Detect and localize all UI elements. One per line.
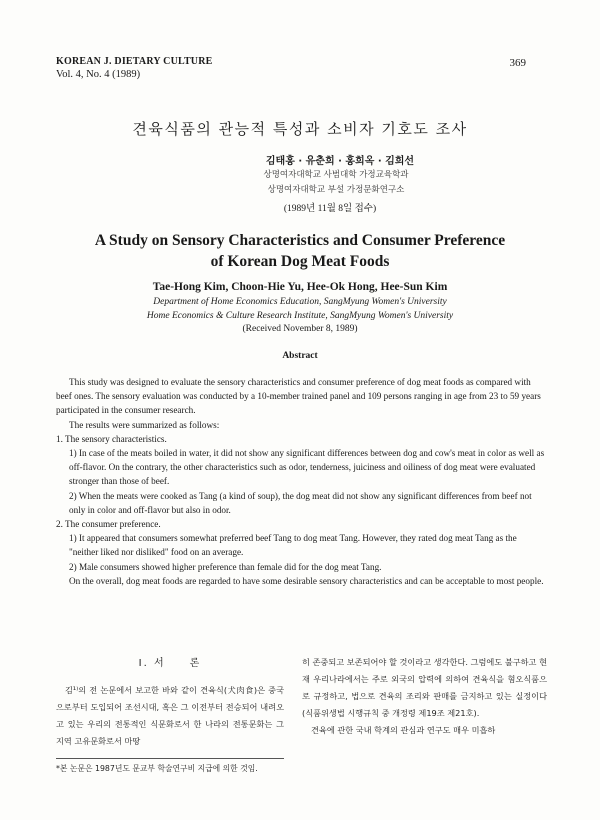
footnote-divider: [56, 758, 284, 759]
abstract-sub-item: 1) It appeared that consumers somewhat preferred beef Tang to dog meat Tang. However, they rated dog meat Tang as the "neither liked nor disliked" food on an average.: [69, 533, 517, 558]
abstract-paragraph: The results were summarized as follows:: [69, 419, 220, 430]
body-right-column: [302, 654, 547, 739]
section-heading: I. 서 론: [138, 658, 202, 669]
korean-received-date: (1989년 11월 8일 접수): [283, 204, 377, 214]
english-affiliation-2: Home Economics & Culture Research Institute, SangMyung Women's University: [146, 311, 454, 321]
abstract-list-item: 2. The consumer preference.: [56, 519, 161, 530]
korean-affiliation-1: 상명여자대학교 사범대학 가정교육학과: [263, 170, 409, 180]
footnote: *본 논문은 1987년도 문교부 학술연구비 지급에 의한 것임.: [56, 764, 258, 773]
journal-header: [56, 55, 213, 81]
page-number: 369: [509, 57, 526, 69]
english-title: [0, 230, 600, 272]
english-received-date: (Received November 8, 1989): [242, 324, 358, 334]
korean-affiliation-2: 상명여자대학교 부설 가정문화연구소: [267, 185, 405, 195]
korean-title: 견육식품의 관능적 특성과 소비자 기호도 조사: [132, 120, 468, 138]
abstract-body: [56, 375, 548, 588]
abstract-heading: Abstract: [282, 351, 318, 361]
english-affiliation-1: Department of Home Economics Education, SangMyung Women's University: [153, 297, 447, 307]
body-left-column: [56, 682, 284, 750]
journal-name: KOREAN J. DIETARY CULTURE: [56, 56, 213, 67]
body-paragraph: 김¹⁾의 전 논문에서 보고한 바와 같이 견육식(犬肉食)은 중국으로부터 도입되어 조선시대, 혹은 그 이전부터 전승되어 내려오고 있는 우리의 전통적인 식문화로서 한 나라의 전통문화는 그 지역 고유문화로서 마땅: [56, 685, 284, 746]
abstract-sub-item: 2) When the meats were cooked as Tang (a kind of soup), the dog meat did not show any significant differences from beef not only in color and off-flavor but also in odor.: [69, 490, 532, 515]
body-paragraph: 히 존중되고 보존되어야 할 것이라고 생각한다. 그럼에도 불구하고 현재 우리나라에서는 주로 외국의 압력에 의하여 견육식을 혐오식품으로 규정하고, 법으로 견육의 조리와 판매를 금지하고 있는 실정이다(식품위생법 시행규칙 중 개정령 제19조 제21호).: [302, 657, 547, 718]
body-paragraph: 견육에 관한 국내 학계의 관심과 연구도 매우 미흡하: [311, 725, 496, 735]
abstract-sub-item: 2) Male consumers showed higher preference than female did for the dog meat Tang.: [69, 561, 382, 572]
journal-volume: Vol. 4, No. 4 (1989): [56, 69, 141, 80]
english-title-line-1: A Study on Sensory Characteristics and Consumer Preference: [94, 232, 506, 249]
english-title-line-2: of Korean Dog Meat Foods: [210, 253, 390, 270]
abstract-sub-item: 1) In case of the meats boiled in water, it did not show any significant differences between dog and cow's meat in color as well as off-flavor. On the contrary, the other characteristics such as odor, tenderness, juiciness and oiliness of dog meat were evaluated stronger than those of beef.: [69, 448, 545, 487]
english-authors: Tae-Hong Kim, Choon-Hie Yu, Hee-Ok Hong, Hee-Sun Kim: [152, 281, 448, 293]
korean-authors: 김태홍 · 유춘희 · 홍희옥 · 김희선: [265, 156, 415, 167]
abstract-paragraph: This study was designed to evaluate the sensory characteristics and consumer preference of dog meat foods as compared with beef ones. The sensory evaluation was conducted by a 10-member trained panel and 109 persons ranging in age from 23 to 59 years participated in the consumer research.: [56, 377, 541, 416]
abstract-paragraph: On the overall, dog meat foods are regarded to have some desirable sensory characteristics and can be acceptable to most people.: [69, 575, 544, 586]
abstract-list-item: 1. The sensory characteristics.: [56, 433, 167, 444]
